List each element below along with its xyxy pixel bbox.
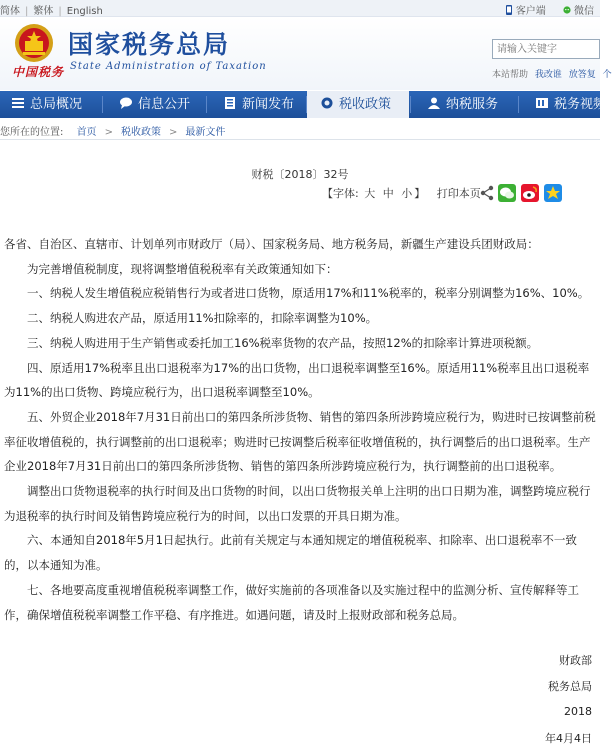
font-size-close: 】 bbox=[414, 187, 426, 200]
help-link[interactable]: 本站帮助 bbox=[492, 70, 529, 80]
language-switcher: 简体 | 繁体 | English bbox=[0, 6, 103, 17]
qzone-share-icon[interactable] bbox=[544, 184, 562, 202]
search-input[interactable] bbox=[492, 39, 600, 59]
article-paragraph: 二、纳税人购进农产品，原适用11%扣除率的，扣除率调整为10%。 bbox=[27, 311, 378, 326]
document-number: 财税〔2018〕32号 bbox=[251, 168, 349, 181]
nav-label: 信息公开 bbox=[138, 97, 191, 112]
signature-tax-bureau: 税务总局 bbox=[548, 680, 592, 693]
nav-label: 纳税服务 bbox=[446, 97, 499, 112]
nav-item-news[interactable] bbox=[210, 91, 306, 118]
phone-icon bbox=[505, 5, 513, 15]
top-bar bbox=[0, 0, 600, 17]
font-size-small[interactable]: 小 bbox=[401, 187, 413, 200]
site-title-en: State Administration of Taxation bbox=[70, 61, 267, 72]
article-paragraph: 三、纳税人购进用于生产销售或委托加工16%税率货物的农产品，按照12%的扣除率计算进项税额。 bbox=[27, 335, 539, 350]
lang-traditional[interactable]: 繁体 bbox=[33, 6, 54, 17]
list-icon bbox=[12, 97, 24, 109]
article-paragraph: 为完善增值税制度，现将调整增值税税率有关政策通知如下： bbox=[27, 261, 338, 276]
breadcrumb-home[interactable]: 首页 bbox=[76, 127, 97, 138]
china-tax-logo: 中国税务 bbox=[12, 65, 65, 79]
wechat-share-icon[interactable] bbox=[498, 184, 516, 202]
font-size-label: 【字体: bbox=[322, 187, 359, 200]
nav-item-service[interactable] bbox=[414, 91, 514, 118]
breadcrumb: 您所在的位置: 首页 > 税收政策 > 最新文件 bbox=[0, 127, 226, 138]
article-tools bbox=[322, 185, 481, 205]
user-icon bbox=[428, 97, 440, 109]
nav-item-info[interactable] bbox=[106, 91, 206, 118]
signature-ministry: 财政部 bbox=[559, 654, 592, 667]
article-paragraph: 五、外贸企业2018年7月31日前出口的第四条所涉货物、销售的第四条所涉跨境应税行为，购进时已按调整前税率征收增值税的，执行调整前的出口退税率；购进时已按调整后税率征收增值税的，执行调整后的出口退税率。生产企业2018年7月31日前出口的第四条所涉货物、销售的第四条所涉跨境应税行为，执行调整前的出口退税率。 bbox=[4, 409, 596, 474]
signature-year: 2018 bbox=[564, 705, 592, 718]
main-nav bbox=[0, 91, 607, 118]
article-paragraph: 四、原适用17%税率且出口退税率为17%的出口货物，出口退税率调整至16%。原适用11%税率且出口退税率为11%的出口货物、跨境应税行为，出口退税率调整至10%。 bbox=[4, 360, 590, 400]
article-paragraph: 七、各地要高度重视增值税税率调整工作，做好实施前的各项准备以及实施过程中的监测分析、宣传解释等工作，确保增值税税率调整工作平稳、有序推进。如遇问题，请及时上报财政部和税务总局。 bbox=[4, 582, 579, 622]
font-size-medium[interactable]: 中 bbox=[382, 187, 394, 200]
nav-item-video[interactable] bbox=[522, 91, 607, 118]
nav-label: 税务视频 bbox=[554, 97, 607, 112]
nav-item-policy[interactable] bbox=[307, 91, 409, 118]
site-link-3[interactable]: 个 bbox=[602, 70, 612, 80]
breadcrumb-policy[interactable]: 税收政策 bbox=[120, 127, 161, 138]
share-icon[interactable] bbox=[478, 184, 496, 202]
site-header bbox=[0, 17, 612, 90]
weibo-share-icon[interactable] bbox=[521, 184, 539, 202]
article-greeting: 各省、自治区、直辖市、计划单列市财政厅（局）、国家税务局、地方税务局，新疆生产建设兵团财政局： bbox=[4, 237, 539, 251]
policy-icon bbox=[321, 97, 333, 109]
site-link-1[interactable]: 我改谁 bbox=[534, 70, 562, 80]
lang-simplified[interactable]: 简体 bbox=[0, 6, 20, 17]
article-paragraph: 调整出口货物退税率的执行时间及出口货物的时间，以出口货物报关单上注明的出口日期为准，调整跨境应税行为退税率的执行时间及销售跨境应税行为的时间，以出口发票的开具日期为准。 bbox=[4, 484, 591, 523]
nav-label: 税收政策 bbox=[339, 97, 392, 112]
breadcrumb-latest[interactable]: 最新文件 bbox=[185, 127, 226, 138]
divider bbox=[0, 139, 600, 140]
site-link-2[interactable]: 放答复 bbox=[568, 70, 596, 80]
client-link[interactable]: 客户端 bbox=[515, 6, 546, 17]
nav-label: 新闻发布 bbox=[242, 97, 295, 112]
wechat-small-icon bbox=[563, 5, 571, 15]
font-size-large[interactable]: 大 bbox=[364, 187, 376, 200]
article-paragraph: 一、纳税人发生增值税应税销售行为或者进口货物，原适用17%和11%税率的，税率分别调整为16%、10%。 bbox=[27, 286, 590, 301]
site-title[interactable]: 国家税务总局 bbox=[68, 30, 231, 59]
print-button[interactable]: 打印本页 bbox=[436, 187, 481, 200]
site-links bbox=[492, 67, 612, 80]
signature-date: 年4月4日 bbox=[545, 732, 592, 745]
article-paragraph: 六、本通知自2018年5月1日起执行。此前有关规定与本通知规定的增值税税率、扣除率、出口退税率不一致的，以本通知为准。 bbox=[4, 533, 577, 573]
video-icon bbox=[536, 97, 548, 109]
nav-item-overview[interactable] bbox=[0, 91, 96, 118]
nav-label: 总局概况 bbox=[30, 97, 83, 112]
wechat-link[interactable]: 微信 bbox=[574, 6, 594, 17]
emblem-icon[interactable] bbox=[14, 23, 54, 63]
lang-english[interactable]: English bbox=[66, 6, 103, 17]
article-body bbox=[4, 232, 596, 627]
breadcrumb-label: 您所在的位置: bbox=[0, 127, 64, 138]
chat-icon bbox=[120, 97, 132, 109]
news-icon bbox=[224, 97, 236, 109]
